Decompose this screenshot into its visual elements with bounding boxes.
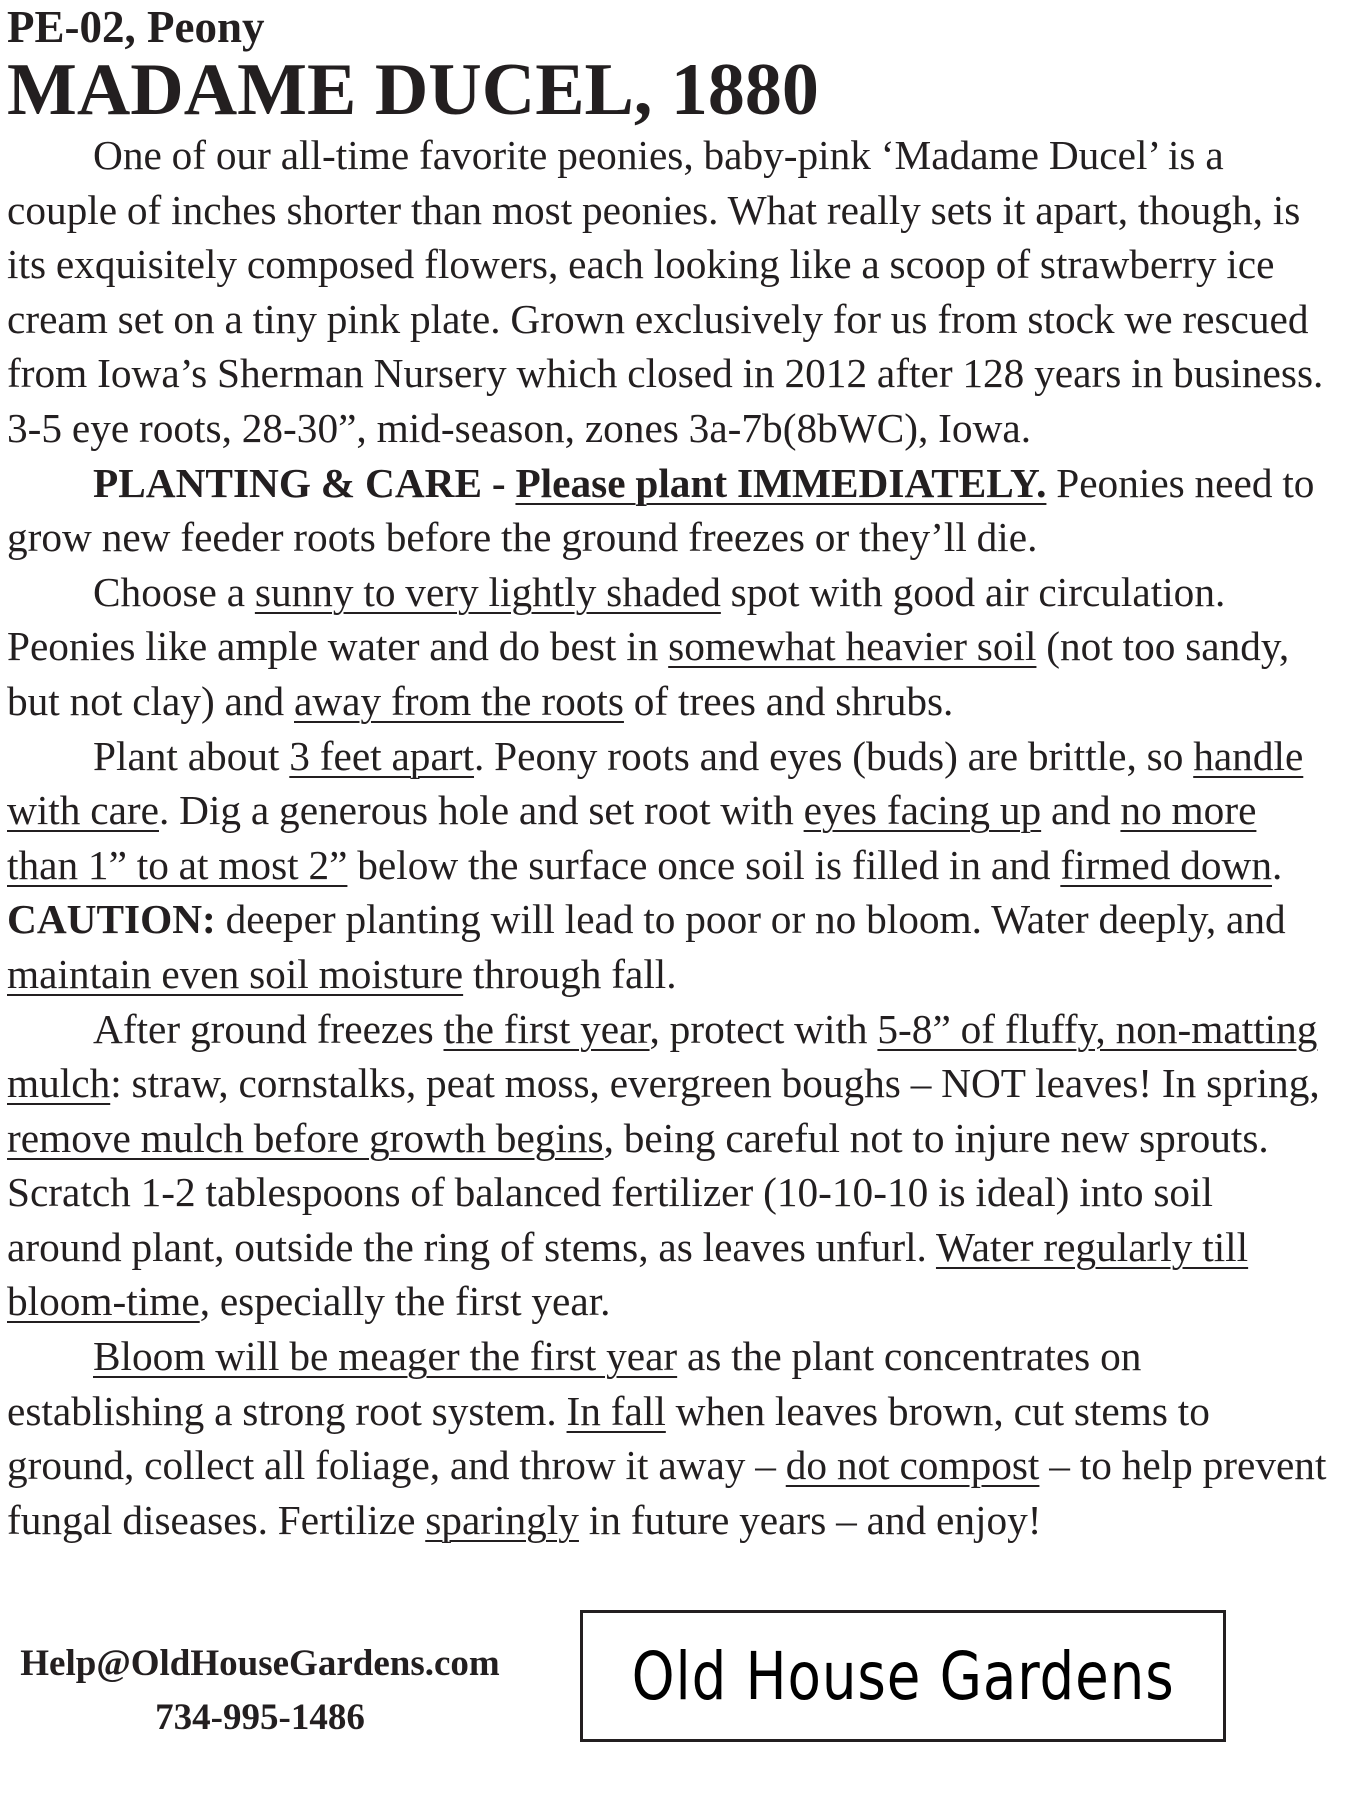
text-run: and [1041,787,1121,834]
underlined-run: do not compost [785,1442,1040,1489]
text-run: (not too sandy, but not clay) and [7,623,1290,724]
text-run: , being careful not to injure new sprouts. Scratch 1-2 tablespoons of balanced fertilizer (10-10-10 is ideal) into soil around plant, outside the ring of stems, as leaves unfurl. [7,1114,1269,1270]
text-run: Choose a [93,568,255,615]
logo [580,1610,1226,1742]
text-run: – to help prevent fungal diseases. Fertilize [7,1442,1327,1543]
underlined-run: away from the roots [294,677,624,724]
text-run: deeper planting will lead to poor or no bloom. Water deeply, and [215,896,1286,943]
text-run: . [1272,841,1283,888]
caution-label: CAUTION: [7,896,216,943]
text-run: as the plant concentrates on establishing a strong root system. [7,1333,1142,1434]
planting-dash: - [482,459,516,506]
contact-email[interactable]: Help@OldHouseGardens.com [20,1643,500,1684]
site-paragraph [7,565,1337,729]
underlined-run: maintain even soil moisture [7,950,464,997]
text-run: . Peony roots and eyes (buds) are brittle, so [474,732,1194,779]
underlined-run: Bloom will be meager the first year [93,1333,678,1380]
bloom-paragraph [7,1329,1337,1547]
text-run: Plant about [93,732,290,779]
planting-rest: Peonies need to grow new feeder roots before the ground freezes or they’ll die. [7,459,1315,561]
text-run: through fall. [463,950,677,997]
underlined-run: sparingly [425,1496,579,1543]
contact-block [5,1637,515,1745]
text-run: of trees and shrubs. [623,677,954,724]
underlined-run: no more than 1” to at most 2” [7,787,1257,888]
underlined-run: remove mulch before growth begins [7,1114,604,1161]
text-run: After ground freezes [93,1005,444,1052]
text-run: spot with good air circulation. Peonies like ample water and do best in [7,568,1226,670]
page-title: MADAME DUCEL, 1880 [7,49,819,131]
text-run: below the surface once soil is filled in and [347,841,1061,888]
text-run: , protect with [649,1005,878,1052]
product-code: PE-02, Peony [7,2,265,52]
text-run: . Dig a generous hole and set root with [158,787,804,834]
underlined-run: sunny to very lightly shaded [254,568,721,615]
underlined-run: somewhat heavier soil [668,623,1037,670]
planting-heading: PLANTING & CARE [93,459,483,506]
text-run: in future years – and enjoy! [578,1496,1042,1543]
text-run: , especially the first year. [199,1278,611,1325]
underlined-run: In fall [566,1387,666,1434]
intro-paragraph: One of our all-time favorite peonies, baby-pink ‘Madame Ducel’ is a couple of inches shorter than most peonies. What really sets it apart, though, is its exquisitely composed flowers, each looking like a scoop of strawberry ice cream set on a tiny pink plate. Grown exclusively for us from stock we rescued from Iowa’s Sherman Nursery which closed in 2012 after 128 years in business. 3-5 eye roots, 28-30”, mid-season, zones 3a-7b(8bWC), Iowa. [7,132,1324,451]
instruction-sheet [7,0,1337,1547]
underlined-run: 3 feet apart [289,732,475,779]
logo-text: Old House Gardens [631,1637,1175,1715]
underlined-run: the first year [443,1005,650,1052]
planting-urgent: Please plant IMMEDIATELY. [515,459,1047,506]
underlined-run: eyes facing up [803,787,1042,834]
underlined-run: firmed down [1060,841,1272,888]
underlined-run: Water regularly till bloom-time [7,1223,1249,1325]
underlined-run: handle with care [7,732,1304,834]
text-run: : straw, cornstalks, peat moss, evergreen boughs – NOT leaves! In spring, [110,1060,1320,1107]
contact-phone[interactable]: 734-995-1486 [155,1697,365,1738]
winter-paragraph [7,1002,1337,1330]
planting-paragraph [7,456,1337,565]
plant-paragraph [7,729,1337,1002]
underlined-run: 5-8” of fluffy, non-matting mulch [7,1005,1318,1107]
text-run: when leaves brown, cut stems to ground, collect all foliage, and throw it away – [7,1387,1210,1489]
